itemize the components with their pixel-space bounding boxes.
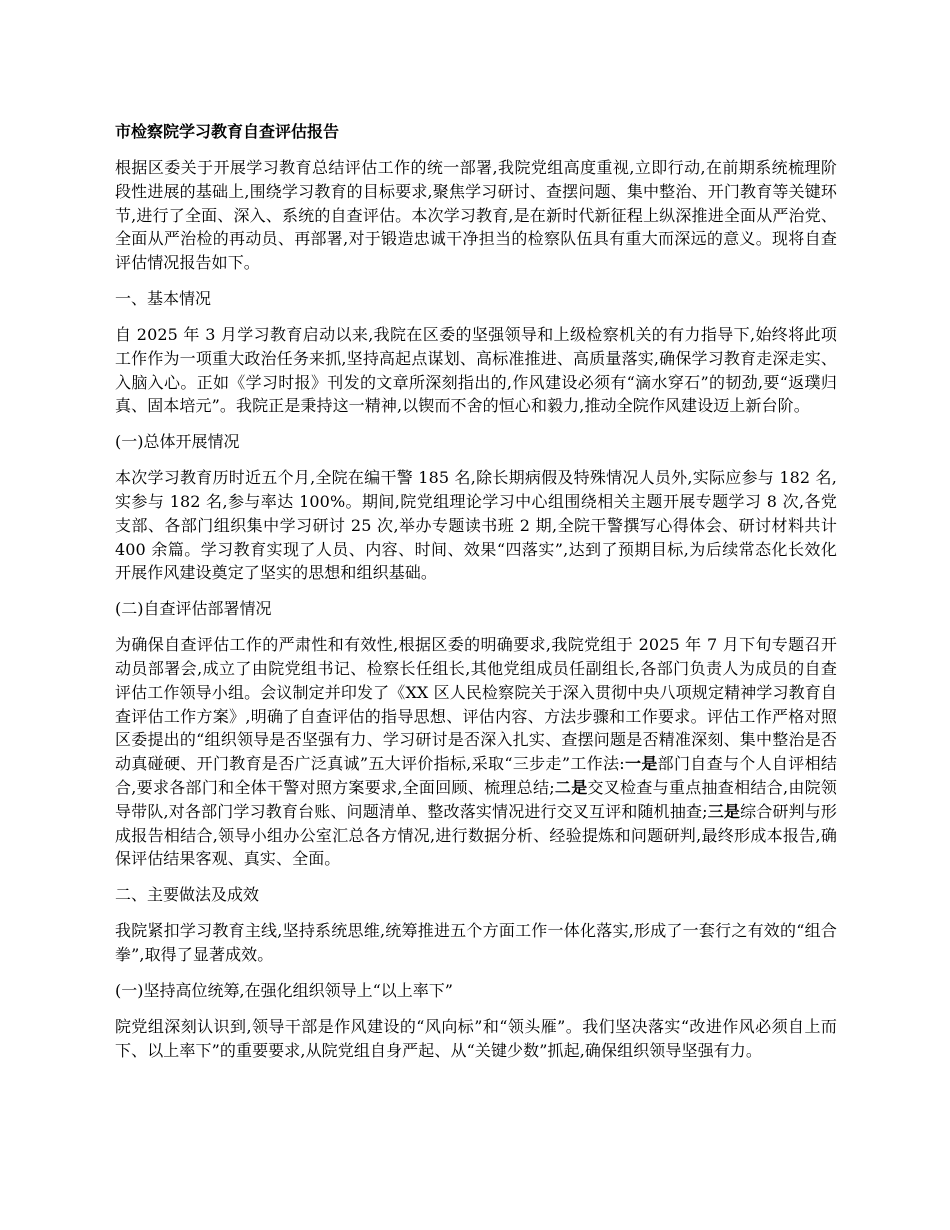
document-title: 市检察院学习教育自查评估报告 [115, 122, 340, 141]
paragraph-text: 部门自查与个人自评相结合,要求各部门和全体干警对照方案要求,全面回顾、梳理总结; [115, 754, 837, 797]
paragraph-text: 综合研判与形成报告相结合,领导小组办公室汇总各方情况,进行数据分析、经验提炼和问题研判,最终形成本报告,确保评估结果客观、真实、全面。 [115, 801, 838, 869]
step-three-label: 三是 [707, 801, 741, 821]
subsection-1-2-paragraph [115, 633, 837, 871]
subsection-1-2-heading: (二)自查评估部署情况 [115, 599, 272, 619]
section-1-heading: 一、基本情况 [115, 288, 212, 308]
step-one-label: 一是 [624, 754, 658, 774]
subsection-2-1-paragraph: 院党组深刻认识到,领导干部是作风建设的“风向标”和“领头雁”。我们坚决落实“改进作风必须自上而下、以上率下”的重要要求,从院党组自身严起、从“关键少数”抓起,确保组织领导坚强有力。 [115, 1016, 837, 1060]
section-1-paragraph: 自 2025 年 3 月学习教育启动以来,我院在区委的坚强领导和上级检察机关的有力指导下,始终将此项工作作为一项重大政治任务来抓,坚持高起点谋划、高标准推进、高质量落实,确保学习教育走深走实、入脑入心。正如《学习时报》刊发的文章所深刻指出的,作风建设必须有“滴水穿石”的韧劲,要“返璞归真、固本培元”。我院正是秉持这一精神,以锲而不舍的恒心和毅力,推动全院作风建设迈上新台阶。 [115, 324, 837, 416]
section-2-heading: 二、主要做法及成效 [115, 885, 260, 905]
subsection-2-1-heading: (一)坚持高位统筹,在强化组织领导上“以上率下” [115, 980, 453, 1000]
step-two-label: 二是 [554, 777, 588, 797]
document-page [115, 120, 837, 1074]
subsection-1-1-heading: (一)总体开展情况 [115, 432, 240, 452]
paragraph-text: 交叉检查与重点抽查相结合,由院领导带队,对各部门学习教育台账、问题清单、整改落实情况进行交叉互评和随机抽查; [115, 777, 838, 821]
intro-paragraph: 根据区委关于开展学习教育总结评估工作的统一部署,我院党组高度重视,立即行动,在前期系统梳理阶段性进展的基础上,围绕学习教育的目标要求,聚焦学习研讨、查摆问题、集中整治、开门教育等关键环节,进行了全面、深入、系统的自查评估。本次学习教育,是在新时代新征程上纵深推进全面从严治党、全面从严治检的再动员、再部署,对于锻造忠诚干净担当的检察队伍具有重大而深远的意义。现将自查评估情况报告如下。 [115, 158, 837, 273]
subsection-1-1-paragraph: 本次学习教育历时近五个月,全院在编干警 185 名,除长期病假及特殊情况人员外,实际应参与 182 名,实参与 182 名,参与率达 100%。期间,院党组理论学习中心组围绕相关主题开展专题学习 8 次,各党支部、各部门组织集中学习研讨 25 次,举办专题读书班 2 期,全院干警撰写心得体会、研讨材料共计 400 余篇。学习教育实现了人员、内容、时间、效果“四落实”,达到了预期目标,为后续常态化长效化开展作风建设奠定了坚实的思想和组织基础。 [115, 468, 837, 583]
section-2-paragraph: 我院紧扣学习教育主线,坚持系统思维,统筹推进五个方面工作一体化落实,形成了一套行之有效的“组合拳”,取得了显著成效。 [115, 921, 837, 964]
paragraph-text: 为确保自查评估工作的严肃性和有效性,根据区委的明确要求,我院党组于 2025 年 7 月下旬专题召开动员部署会,成立了由院党组书记、检察长任组长,其他党组成员任副组长,各部门负责人为成员的自查评估工作领导小组。会议制定并印发了《XX 区人民检察院关于深入贯彻中央八项规定精神学习教育自查评估工作方案》,明确了自查评估的指导思想、评估内容、方法步骤和工作要求。评估工作严格对照区委提出的“组织领导是否坚强有力、学习研讨是否深入扎实、查摆问题是否精准深刻、集中整治是否动真碰硬、开门教育是否广泛真诚”五大评价指标,采取“三步走”工作法: [115, 635, 837, 774]
